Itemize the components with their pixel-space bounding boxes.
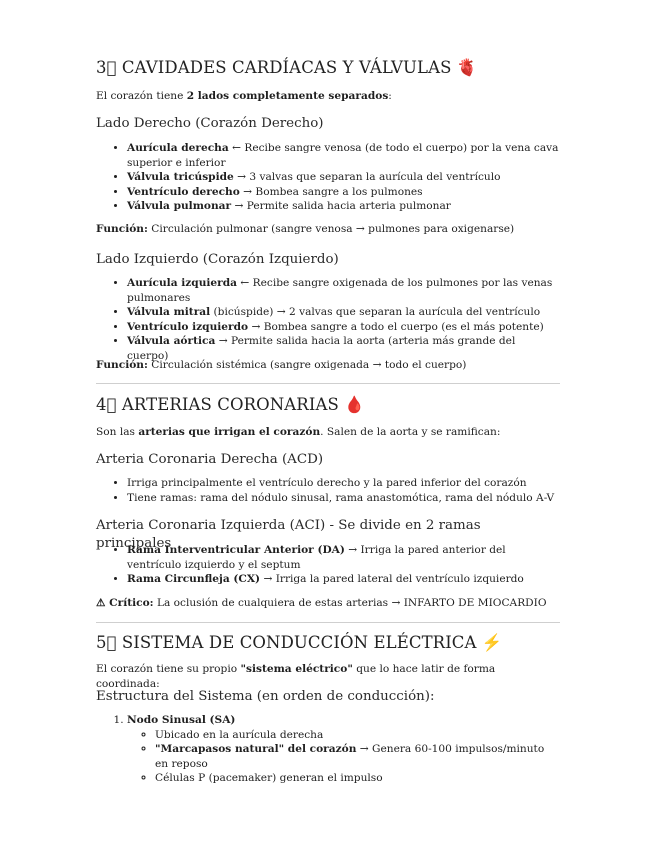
right-side-function: Función: Circulación pulmonar (sangre venosa → pulmones para oxigenarse) [96, 223, 515, 235]
list-item: • Rama Circunfleja (CX) → Irriga la pared lateral del ventrículo izquierdo [127, 572, 560, 587]
list-item: • Ventrículo derecho → Bombea sangre a los pulmones [127, 185, 560, 200]
list-item: ◦ "Marcapasos natural" del corazón → Genera 60-100 impulsos/minuto en reposo [155, 742, 560, 771]
section-3-title: 3⃣ CAVIDADES CARDÍACAS Y VÁLVULAS 🫀 [96, 58, 478, 77]
right-side-heading: Lado Derecho (Corazón Derecho) [96, 116, 324, 131]
section-4-title: 4⃣ ARTERIAS CORONARIAS 🩸 [96, 395, 365, 414]
list-item: • Irriga principalmente el ventrículo derecho y la pared inferior del corazón [127, 476, 560, 491]
section-3-intro: El corazón tiene 2 lados completamente separados: [96, 90, 392, 102]
list-item: • Válvula tricúspide → 3 valvas que separan la aurícula del ventrículo [127, 170, 560, 185]
list-item: • Aurícula izquierda ← Recibe sangre oxigenada de los pulmones por las venas pulmonares [127, 276, 560, 305]
list-item: • Ventrículo izquierdo → Bombea sangre a todo el cuerpo (es el más potente) [127, 320, 560, 335]
acd-list [96, 476, 560, 505]
left-side-function: Función: Circulación sistémica (sangre oxigenada → todo el cuerpo) [96, 359, 467, 371]
left-side-list [96, 276, 560, 363]
section-4-intro: Son las arterias que irrigan el corazón. Salen de la aorta y se ramifican: [96, 426, 501, 438]
list-item: ◦ Células P (pacemaker) generan el impulso [155, 771, 560, 786]
right-side-list [96, 141, 560, 214]
list-item: • Válvula pulmonar → Permite salida hacia arteria pulmonar [127, 199, 560, 214]
conduction-order-list [96, 713, 560, 786]
section-divider [96, 383, 560, 384]
sa-node-details [127, 728, 560, 786]
section-5-title: 5⃣ SISTEMA DE CONDUCCIÓN ELÉCTRICA ⚡ [96, 633, 503, 652]
list-item: • Rama Interventricular Anterior (DA) → Irriga la pared anterior del ventrículo izquierdo y el septum [127, 543, 560, 572]
list-item: • Tiene ramas: rama del nódulo sinusal, rama anastomótica, rama del nódulo A-V [127, 491, 560, 506]
list-item: • Válvula mitral (bicúspide) → 2 valvas que separan la aurícula del ventrículo [127, 305, 560, 320]
aci-heading: Arteria Coronaria Izquierda (ACI) - Se divide en 2 ramas principales [96, 518, 481, 551]
list-item: ◦ Ubicado en la aurícula derecha [155, 728, 560, 743]
critical-note: ⚠ Crítico: La oclusión de cualquiera de estas arterias → INFARTO DE MIOCARDIO [96, 597, 547, 609]
list-item: • Aurícula derecha ← Recibe sangre venosa (de todo el cuerpo) por la vena cava superior e inferior [127, 141, 560, 170]
section-divider [96, 622, 560, 623]
section-5-intro: El corazón tiene su propio "sistema eléctrico" que lo hace latir de forma coordinada: [96, 663, 496, 690]
acd-heading: Arteria Coronaria Derecha (ACD) [96, 452, 324, 467]
structure-heading: Estructura del Sistema (en orden de conducción): [96, 689, 435, 704]
list-item: 1. Nodo Sinusal (SA) ◦ Ubicado en la aurícula derecha ◦ "Marcapasos natural" del corazón → Genera 60-100 impulsos/minuto en reposo ◦ Células P (pacemaker) generan el impulso [127, 713, 560, 786]
left-side-heading: Lado Izquierdo (Corazón Izquierdo) [96, 252, 339, 267]
list-item: • Válvula aórtica → Permite salida hacia la aorta (arteria más grande del cuerpo) [127, 334, 560, 363]
aci-list [96, 543, 560, 587]
